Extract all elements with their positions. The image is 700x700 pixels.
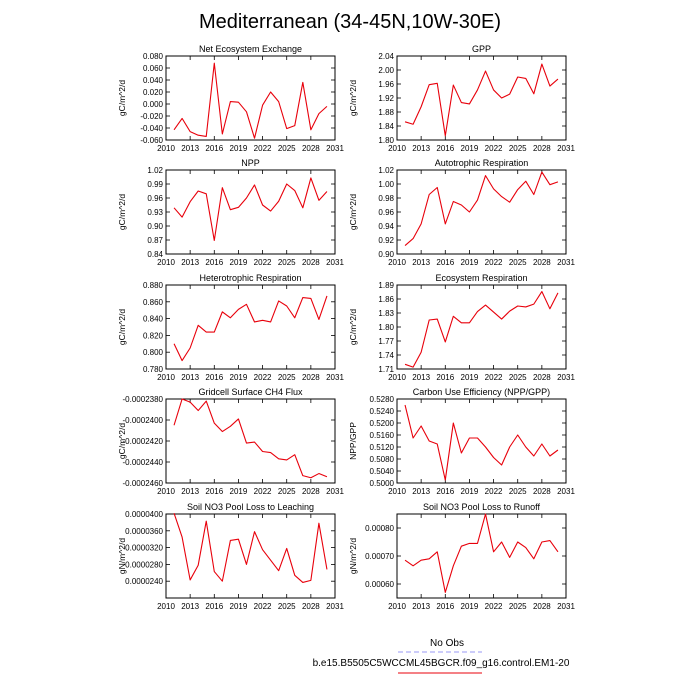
x-tick-label: 2028 bbox=[532, 602, 551, 611]
x-tick-label: 2028 bbox=[301, 258, 320, 267]
x-tick-label: 2013 bbox=[412, 144, 431, 153]
y-tick-label: 0.0000320 bbox=[125, 543, 163, 553]
panel-title: Net Ecosystem Exchange bbox=[198, 44, 303, 54]
x-tick-label: 2031 bbox=[557, 373, 575, 382]
x-tick-label: 2028 bbox=[301, 144, 320, 153]
y-tick-label: 2.00 bbox=[378, 66, 394, 75]
y-tick-label: 1.89 bbox=[378, 281, 394, 290]
y-tick-label: -0.0002380 bbox=[122, 395, 163, 404]
panel-gridcell-surface-ch4-flux bbox=[117, 387, 344, 496]
plot-frame bbox=[166, 56, 335, 140]
y-tick-label: 0.94 bbox=[378, 222, 394, 231]
plot-frame bbox=[397, 399, 566, 483]
x-tick-label: 2025 bbox=[277, 258, 296, 267]
y-tick-label: 0.00070 bbox=[365, 552, 394, 561]
x-tick-label: 2022 bbox=[484, 487, 503, 496]
x-tick-label: 2031 bbox=[557, 144, 575, 153]
panel-title: Autotrophic Respiration bbox=[434, 158, 529, 168]
y-tick-label: 0.92 bbox=[378, 236, 394, 245]
series-line bbox=[174, 399, 327, 478]
x-tick-label: 2016 bbox=[205, 144, 224, 153]
x-tick-label: 2010 bbox=[157, 144, 175, 153]
y-tick-label: 1.80 bbox=[378, 323, 394, 332]
y-tick-label: 0.90 bbox=[147, 222, 163, 231]
y-tick-label: -0.040 bbox=[140, 124, 163, 133]
panel-title: NPP bbox=[241, 158, 260, 168]
y-tick-label: 1.88 bbox=[378, 108, 394, 117]
y-tick-label: 1.77 bbox=[378, 337, 394, 346]
x-tick-label: 2022 bbox=[253, 144, 272, 153]
y-tick-label: 2.04 bbox=[378, 52, 394, 61]
y-tick-label: 0.96 bbox=[147, 194, 163, 203]
x-tick-label: 2025 bbox=[508, 602, 527, 611]
x-tick-label: 2010 bbox=[157, 602, 175, 611]
x-tick-label: 2013 bbox=[412, 487, 431, 496]
y-axis-label: gC/m^2/d bbox=[117, 422, 127, 460]
x-tick-label: 2025 bbox=[277, 144, 296, 153]
panel-title: Carbon Use Efficiency (NPP/GPP) bbox=[412, 387, 551, 397]
panel-soil-no3-pool-loss-to-leaching bbox=[117, 502, 344, 611]
x-tick-label: 2019 bbox=[229, 373, 248, 382]
x-tick-label: 2016 bbox=[205, 373, 224, 382]
y-tick-label: 1.71 bbox=[378, 365, 394, 374]
y-tick-label: 0.5160 bbox=[369, 431, 394, 440]
x-tick-label: 2019 bbox=[229, 487, 248, 496]
x-tick-label: 2013 bbox=[412, 258, 431, 267]
plot-frame bbox=[397, 285, 566, 369]
x-tick-label: 2019 bbox=[460, 602, 479, 611]
x-tick-label: 2028 bbox=[301, 602, 320, 611]
y-axis-label: NPP/GPP bbox=[348, 422, 358, 460]
y-tick-label: 0.5280 bbox=[369, 395, 394, 404]
y-tick-label: 0.860 bbox=[142, 297, 163, 307]
series-line bbox=[174, 63, 327, 138]
y-tick-label: 0.040 bbox=[142, 76, 163, 85]
y-tick-label: 0.93 bbox=[147, 208, 163, 217]
panel-title: GPP bbox=[471, 44, 492, 54]
y-tick-label: 0.880 bbox=[142, 281, 163, 290]
x-tick-label: 2013 bbox=[181, 602, 200, 611]
y-tick-label: 0.5080 bbox=[369, 455, 394, 464]
x-tick-label: 2031 bbox=[557, 258, 575, 267]
y-tick-label: 0.90 bbox=[378, 250, 394, 259]
y-tick-label: -0.020 bbox=[140, 112, 163, 121]
x-tick-label: 2031 bbox=[326, 602, 344, 611]
x-tick-label: 2028 bbox=[301, 487, 320, 496]
y-tick-label: 1.92 bbox=[378, 94, 394, 103]
x-tick-label: 2028 bbox=[532, 144, 551, 153]
x-tick-label: 2022 bbox=[484, 373, 503, 382]
x-tick-label: 2019 bbox=[460, 487, 479, 496]
y-tick-label: 0.080 bbox=[142, 52, 163, 61]
y-tick-label: 0.0000280 bbox=[125, 560, 163, 570]
plot-frame bbox=[166, 399, 335, 483]
y-tick-label: 0.87 bbox=[147, 236, 163, 245]
y-axis-label: gC/m^2/d bbox=[348, 79, 358, 117]
panel-soil-no3-pool-loss-to-runoff bbox=[348, 502, 575, 611]
y-axis-label: gC/m^2/d bbox=[117, 308, 127, 346]
y-tick-label: 1.80 bbox=[378, 136, 394, 145]
x-tick-label: 2019 bbox=[229, 602, 248, 611]
y-tick-label: 1.83 bbox=[378, 309, 394, 318]
x-tick-label: 2031 bbox=[557, 602, 575, 611]
y-tick-label: 0.96 bbox=[378, 208, 394, 217]
x-tick-label: 2025 bbox=[277, 602, 296, 611]
y-tick-label: 1.02 bbox=[147, 166, 163, 175]
x-tick-label: 2013 bbox=[181, 258, 200, 267]
y-tick-label: 0.820 bbox=[142, 331, 163, 341]
y-axis-label: gN/m^2/d bbox=[117, 537, 127, 575]
x-tick-label: 2013 bbox=[181, 144, 200, 153]
x-tick-label: 2025 bbox=[508, 487, 527, 496]
x-tick-label: 2019 bbox=[229, 144, 248, 153]
y-tick-label: 0.5200 bbox=[369, 419, 394, 428]
panel-npp bbox=[117, 158, 344, 267]
series-line bbox=[174, 513, 327, 582]
x-tick-label: 2031 bbox=[326, 373, 344, 382]
x-tick-label: 2013 bbox=[181, 487, 200, 496]
x-tick-label: 2016 bbox=[205, 258, 224, 267]
panel-title: Gridcell Surface CH4 Flux bbox=[198, 387, 303, 397]
panel-carbon-use-efficiency-npp-gpp bbox=[348, 387, 575, 496]
y-tick-label: 0.000 bbox=[142, 100, 163, 109]
x-tick-label: 2025 bbox=[508, 373, 527, 382]
x-tick-label: 2016 bbox=[205, 487, 224, 496]
panel-title: Soil NO3 Pool Loss to Runoff bbox=[423, 502, 540, 512]
x-tick-label: 2019 bbox=[460, 258, 479, 267]
x-tick-label: 2010 bbox=[388, 144, 406, 153]
series-line bbox=[405, 64, 558, 136]
panels bbox=[117, 44, 575, 611]
y-axis-label: gC/m^2/d bbox=[117, 79, 127, 117]
y-axis-label: gC/m^2/d bbox=[117, 193, 127, 231]
legend-label-model: b.e15.B5505C5WCCML45BGCR.f09_g16.control.EM1-20 bbox=[312, 658, 570, 669]
y-axis-label: gC/m^2/d bbox=[348, 193, 358, 231]
x-tick-label: 2022 bbox=[253, 602, 272, 611]
figure-title: Mediterranean (34-45N,10W-30E) bbox=[198, 11, 502, 33]
panel-title: Heterotrophic Respiration bbox=[199, 273, 302, 283]
plot-frame bbox=[397, 170, 566, 254]
x-tick-label: 2016 bbox=[436, 373, 455, 382]
x-tick-label: 2016 bbox=[205, 602, 224, 611]
x-tick-label: 2010 bbox=[388, 602, 406, 611]
y-tick-label: 0.5040 bbox=[369, 467, 394, 476]
y-axis-label: gC/m^2/d bbox=[348, 308, 358, 346]
y-tick-label: 0.00060 bbox=[365, 580, 394, 589]
x-tick-label: 2013 bbox=[412, 373, 431, 382]
x-tick-label: 2025 bbox=[508, 144, 527, 153]
x-tick-label: 2022 bbox=[484, 258, 503, 267]
y-tick-label: 1.84 bbox=[378, 122, 394, 131]
panel-gpp bbox=[348, 44, 575, 153]
panel-autotrophic-respiration bbox=[348, 158, 575, 267]
plot-frame bbox=[166, 514, 335, 598]
plot-frame bbox=[397, 514, 566, 598]
x-tick-label: 2031 bbox=[557, 487, 575, 496]
y-tick-label: 0.99 bbox=[147, 180, 163, 189]
x-tick-label: 2031 bbox=[326, 258, 344, 267]
x-tick-label: 2016 bbox=[436, 487, 455, 496]
y-tick-label: 0.800 bbox=[142, 348, 163, 358]
x-tick-label: 2028 bbox=[532, 373, 551, 382]
series-line bbox=[174, 178, 327, 241]
x-tick-label: 2010 bbox=[157, 373, 175, 382]
y-tick-label: 0.00080 bbox=[365, 524, 394, 533]
y-tick-label: -0.060 bbox=[140, 136, 163, 145]
y-tick-label: 1.74 bbox=[378, 351, 394, 360]
x-tick-label: 2019 bbox=[460, 373, 479, 382]
y-tick-label: 0.060 bbox=[142, 64, 163, 73]
y-tick-label: 0.020 bbox=[142, 88, 163, 97]
legend-label-no-obs: No Obs bbox=[430, 638, 464, 649]
y-tick-label: -0.0002460 bbox=[122, 479, 163, 488]
y-tick-label: 1.86 bbox=[378, 295, 394, 304]
y-tick-label: 1.00 bbox=[378, 180, 394, 189]
y-tick-label: 0.0000400 bbox=[125, 510, 163, 519]
x-tick-label: 2022 bbox=[253, 373, 272, 382]
x-tick-label: 2010 bbox=[157, 487, 175, 496]
y-tick-label: -0.0002400 bbox=[122, 416, 163, 425]
y-tick-label: -0.0002440 bbox=[122, 458, 163, 467]
y-tick-label: 0.5120 bbox=[369, 443, 394, 452]
x-tick-label: 2010 bbox=[157, 258, 175, 267]
x-tick-label: 2016 bbox=[436, 144, 455, 153]
x-tick-label: 2031 bbox=[326, 144, 344, 153]
series-line bbox=[174, 296, 327, 361]
x-tick-label: 2016 bbox=[436, 258, 455, 267]
x-tick-label: 2022 bbox=[253, 487, 272, 496]
x-tick-label: 2022 bbox=[484, 602, 503, 611]
panel-net-ecosystem-exchange bbox=[117, 44, 344, 153]
x-tick-label: 2016 bbox=[436, 602, 455, 611]
series-line bbox=[405, 292, 558, 368]
x-tick-label: 2010 bbox=[388, 258, 406, 267]
y-tick-label: 0.780 bbox=[142, 365, 163, 374]
x-tick-label: 2010 bbox=[388, 487, 406, 496]
y-tick-label: 0.5240 bbox=[369, 407, 394, 416]
x-tick-label: 2013 bbox=[181, 373, 200, 382]
panel-heterotrophic-respiration bbox=[117, 273, 344, 382]
y-axis-label: gN/m^2/d bbox=[348, 537, 358, 575]
y-tick-label: 0.84 bbox=[147, 250, 163, 259]
legend bbox=[313, 638, 570, 673]
panel-title: Soil NO3 Pool Loss to Leaching bbox=[186, 502, 315, 512]
series-line bbox=[405, 514, 558, 592]
x-tick-label: 2010 bbox=[388, 373, 406, 382]
y-tick-label: 0.0000360 bbox=[125, 526, 163, 536]
series-line bbox=[405, 405, 558, 480]
y-tick-label: 0.840 bbox=[142, 314, 163, 324]
y-tick-label: 1.96 bbox=[378, 80, 394, 89]
y-tick-label: -0.0002420 bbox=[122, 437, 163, 446]
x-tick-label: 2022 bbox=[253, 258, 272, 267]
x-tick-label: 2028 bbox=[301, 373, 320, 382]
y-tick-label: 0.98 bbox=[378, 194, 394, 203]
y-tick-label: 1.02 bbox=[378, 166, 394, 175]
x-tick-label: 2031 bbox=[326, 487, 344, 496]
x-tick-label: 2025 bbox=[277, 487, 296, 496]
x-tick-label: 2019 bbox=[460, 144, 479, 153]
panel-title: Ecosystem Respiration bbox=[435, 273, 528, 283]
panel-ecosystem-respiration bbox=[348, 273, 575, 382]
x-tick-label: 2013 bbox=[412, 602, 431, 611]
x-tick-label: 2022 bbox=[484, 144, 503, 153]
series-line bbox=[405, 172, 558, 246]
plot-frame bbox=[166, 285, 335, 369]
y-tick-label: 0.5000 bbox=[369, 479, 394, 488]
y-tick-label: 0.0000240 bbox=[125, 577, 163, 587]
x-tick-label: 2028 bbox=[532, 258, 551, 267]
x-tick-label: 2025 bbox=[277, 373, 296, 382]
x-tick-label: 2019 bbox=[229, 258, 248, 267]
x-tick-label: 2025 bbox=[508, 258, 527, 267]
x-tick-label: 2028 bbox=[532, 487, 551, 496]
